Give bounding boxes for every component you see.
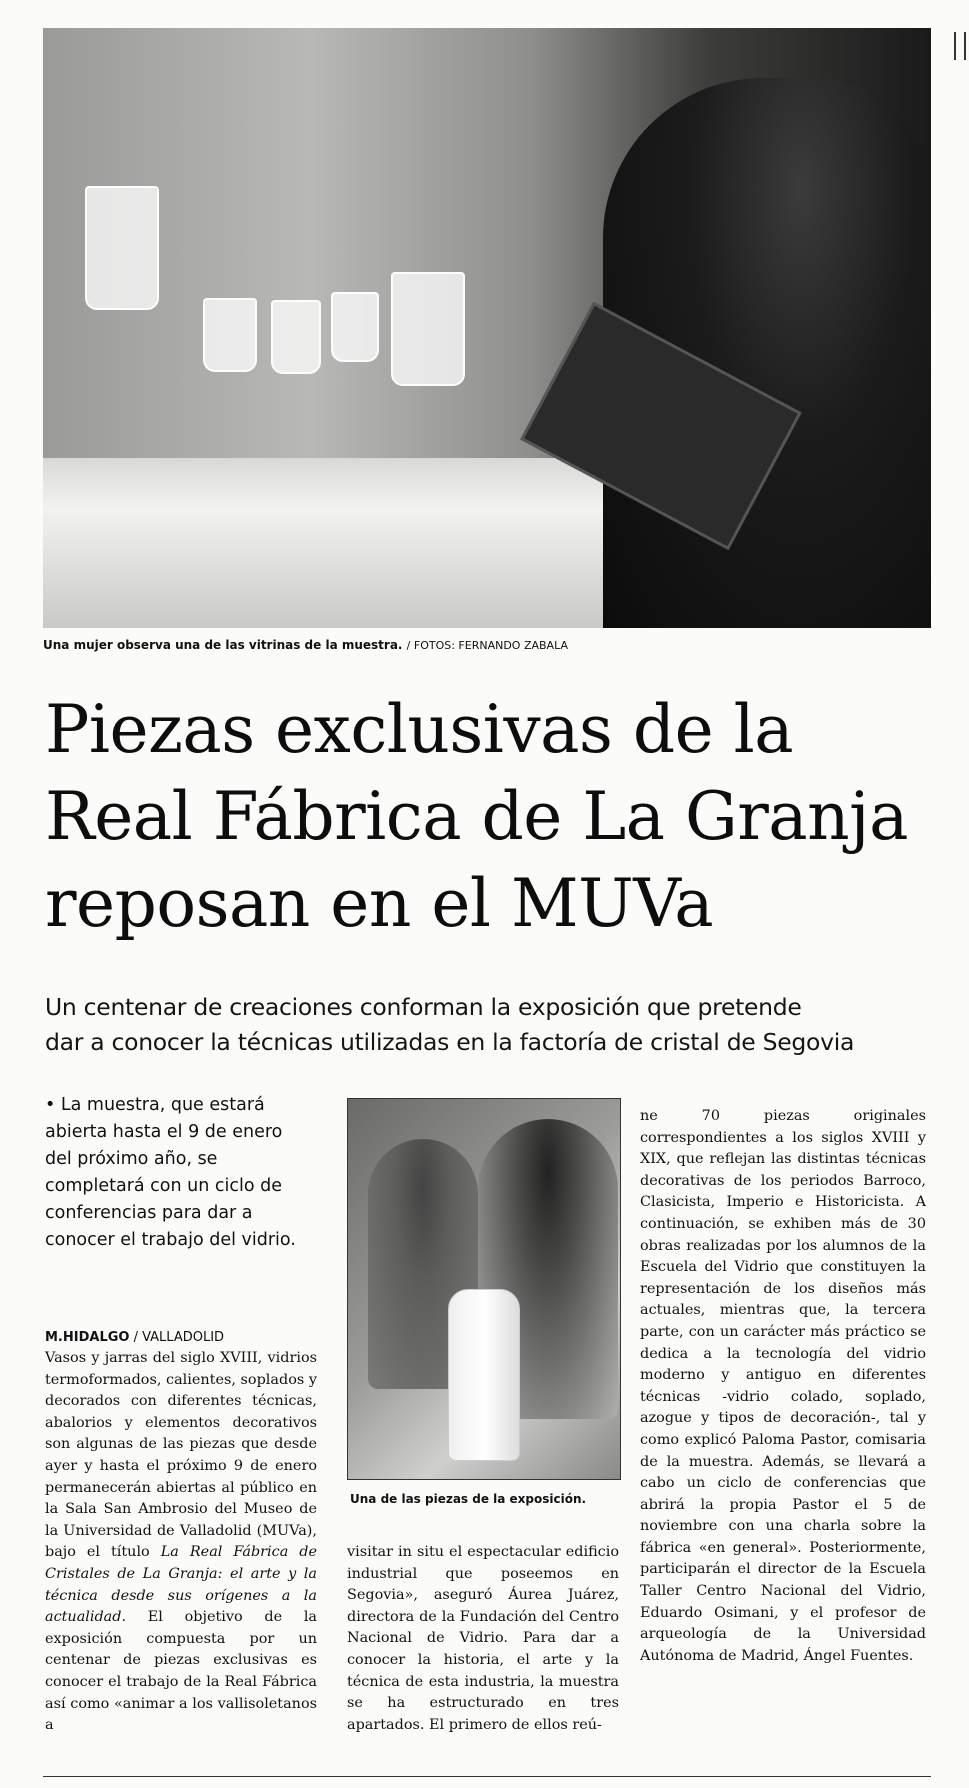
body-column-1 <box>45 1348 317 1737</box>
body-text: El objetivo de la exposición compuesta por un centenar de piezas exclusivas es conocer el trabajo de la Real Fábrica así como «animar a los vallisoletanos a <box>45 1609 318 1734</box>
byline-location: / VALLADOLID <box>133 1330 225 1345</box>
inset-photo-caption: Una de las piezas de la exposición. <box>350 1492 587 1506</box>
body-text: visitar in situ el espectacular edificio industrial que poseemos en Segovia», aseguró Áurea Juárez, directora de la Fundación del Centro Nacional de Vidrio. Para dar a conocer la historia, el arte y la técnica de esta industria, la muestra se ha estructurado en tres apartados. El primero de ellos reú- <box>347 1544 619 1733</box>
glass-jug <box>391 272 465 386</box>
headline-line: Piezas exclusivas de la <box>45 691 794 768</box>
display-shelf <box>43 458 663 628</box>
subhead-line: dar a conocer la técnicas utilizadas en la factoría de cristal de Segovia <box>45 1028 855 1056</box>
main-photo-caption: Una mujer observa una de las vitrinas de la muestra. / FOTOS: FERNANDO ZABALA <box>43 638 568 652</box>
body-text: Vasos y jarras del siglo XVIII, vidrios termoformados, calientes, soplados y decorados con diferentes técnicas, abalorios y elementos decorativos son algunas de las piezas que desde ayer y hasta el próximo 9 de enero permanecerán abiertas al público en la Sala San Ambrosio del Museo de la Universidad de Valladolid (MUVa), bajo el título <box>45 1350 317 1561</box>
exhibition-title: La Real Fábrica de Cristales de La Granja: el arte y la técnica desde sus orígenes a la actualidad. <box>45 1544 318 1626</box>
edge-mark <box>954 32 966 60</box>
byline <box>45 1330 224 1345</box>
glass-goblet <box>85 186 159 310</box>
glass-goblet <box>271 300 321 374</box>
glass-bottle <box>448 1289 520 1461</box>
headline-line: Real Fábrica de La Granja <box>45 778 908 855</box>
inset-photo <box>347 1098 621 1480</box>
main-photo <box>43 28 931 628</box>
body-column-3 <box>640 1106 926 1667</box>
body-text: ne 70 piezas originales correspondientes a los siglos XVIII y XIX, que reflejan las distintas técnicas decorativas de los periodos Barroco, Clasicista, Imperio e Historicista. A continuación, se exhiben más de 30 obras realizadas por los alumnos de la Escuela del Vidrio que constituyen la representación de los diseños más actuales, mientras que, la tercera parte, con un carácter más práctico se dedica a la tecnología del vidrio moderno y antiguo en diferentes técnicas -vidrio colado, soplado, azogue y tipos de decoración-, tal y como explicó Paloma Pastor, comisaria de la muestra. Además, se llevará a cabo un ciclo de conferencias que abrirá la propia Pastor el 5 de noviembre con una charla sobre la fábrica «en general». Posteriormente, participarán el director de la Escuela Taller Centro Nacional del Vidrio, Eduardo Osimani, y el profesor de arqueología de la Universidad Autónoma de Madrid, Ángel Fuentes. <box>640 1108 926 1664</box>
byline-author: M.HIDALGO <box>45 1330 130 1345</box>
subhead-line: Un centenar de creaciones conforman la exposición que pretende <box>45 993 802 1021</box>
bottom-rule <box>43 1776 931 1777</box>
photo-credit: / FOTOS: FERNANDO ZABALA <box>406 639 568 652</box>
body-column-2 <box>347 1542 619 1736</box>
subheadline <box>45 990 945 1060</box>
glass-goblet <box>331 292 379 362</box>
headline-line: reposan en el MUVa <box>45 865 714 942</box>
glass-goblet <box>203 298 257 372</box>
headline <box>45 686 945 947</box>
lead-summary: • La muestra, que estará abierta hasta el 9 de enero del próximo año, se completará con un ciclo de conferencias para dar a conocer el trabajo del vidrio. <box>45 1095 296 1250</box>
